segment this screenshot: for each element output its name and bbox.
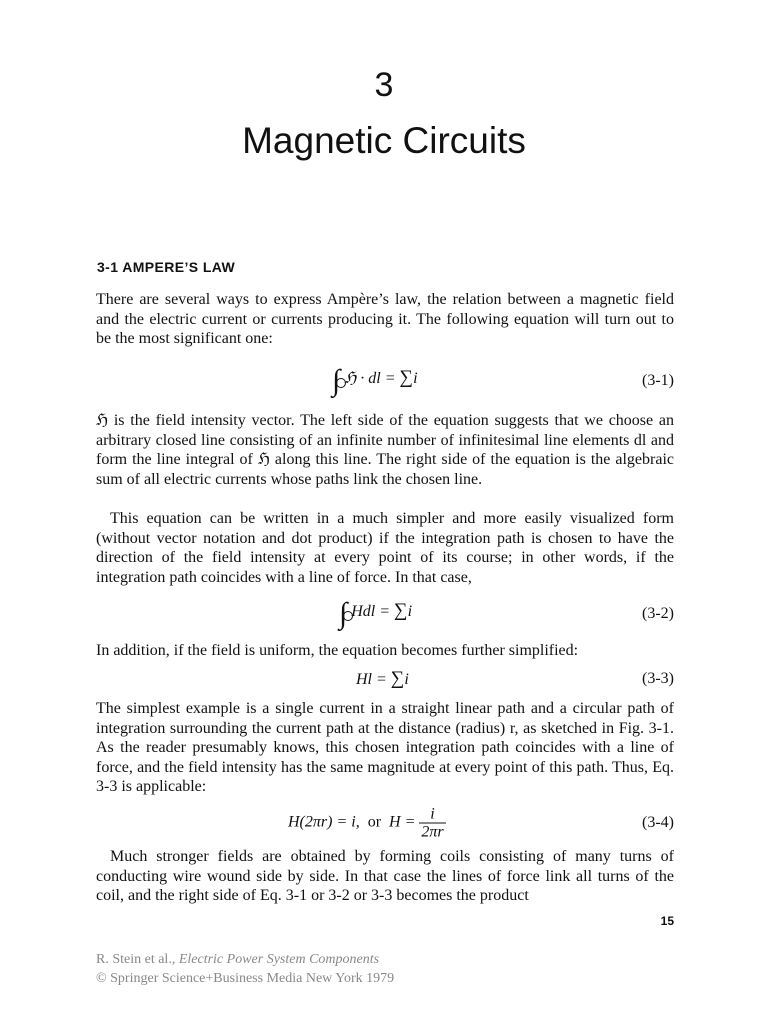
contour-integral-symbol: ∫ [332, 364, 341, 397]
equation-rhs: i [413, 370, 418, 387]
equation-lhs: Hdl = [351, 603, 391, 620]
fraction [419, 806, 445, 841]
chapter-number: 3 [374, 66, 394, 104]
paragraph-simplest-example: The simplest example is a single current in a straight linear path and a circular path of integration surrounding the current path at the distance (radius) r, as sketched in Fig. 3-1. As the reader presumably knows, this chosen integration path coincides with a line of force, and the field intensity has the same magnitude at every point of this path. Thus, Eq. 3-3 is applicable: [96, 700, 674, 796]
footer-book-title: Electric Power System Components [178, 952, 380, 967]
footer-copyright: © Springer Science+Business Media New York 1979 [96, 971, 395, 986]
equation-3-2 [96, 597, 674, 631]
equation-3-1 [96, 364, 674, 398]
footer-citation [96, 950, 379, 969]
equation-part-1: H(2πr) = i, [288, 813, 360, 831]
paragraph-uniform-field: In addition, if the field is uniform, the equation becomes further simplified: [96, 642, 579, 659]
paragraph-intro: There are several ways to express Ampère’s law, the relation between a magnetic field and the electric current or currents producing it. The following equation will turn out to be the most significant one: [96, 291, 674, 348]
equation-number: (3-3) [642, 670, 674, 687]
footer-authors: R. Stein et al., [96, 952, 176, 967]
paragraph-field-intensity: ℌ is the field intensity vector. The left side of the equation suggests that we choose an arbitrary closed line consisting of an infinite number of infinitesimal line elements dl and form the line integral of ℌ along this line. The right side of the equation is the algebraic sum of all electric currents whose paths link the chosen line. [96, 412, 674, 488]
chapter-title: Magnetic Circuits [242, 120, 526, 161]
sum-symbol: ∑ [399, 367, 414, 388]
equation-part-2: H = [389, 813, 416, 831]
equation-rhs: i [407, 603, 413, 620]
section-heading: 3-1 AMPERE’S LAW [97, 259, 236, 275]
equation-number: (3-1) [642, 372, 674, 389]
sum-symbol: ∑ [390, 668, 405, 689]
sum-symbol: ∑ [394, 600, 408, 621]
equation-rhs: i [404, 671, 409, 688]
equation-3-4 [96, 806, 674, 840]
paragraph-simpler-form: This equation can be written in a much simpler and more easily visualized form (without vector notation and dot product) if the integration path is chosen to have the direction of the field intensity at every point of its course; in other words, if the integration path coincides with a line of force. In that case, [96, 510, 674, 586]
paragraph-coils: Much stronger fields are obtained by forming coils consisting of many turns of conducting wire wound side by side. In that case the lines of force link all turns of the coil, and the right side of Eq. 3-1 or 3-2 or 3-3 becomes the product [96, 848, 674, 905]
equation-lhs: Hl = [356, 671, 387, 688]
contour-integral-symbol: ∫ [339, 597, 348, 630]
fraction-denominator: 2πr [421, 823, 444, 841]
equation-lhs: ℌ · dl = [344, 370, 396, 387]
equation-3-3 [96, 662, 674, 696]
equation-number: (3-2) [642, 605, 674, 622]
equation-number: (3-4) [642, 814, 674, 831]
page-number: 15 [660, 914, 674, 928]
fraction-numerator: i [430, 805, 435, 823]
equation-connector: or [367, 813, 382, 831]
